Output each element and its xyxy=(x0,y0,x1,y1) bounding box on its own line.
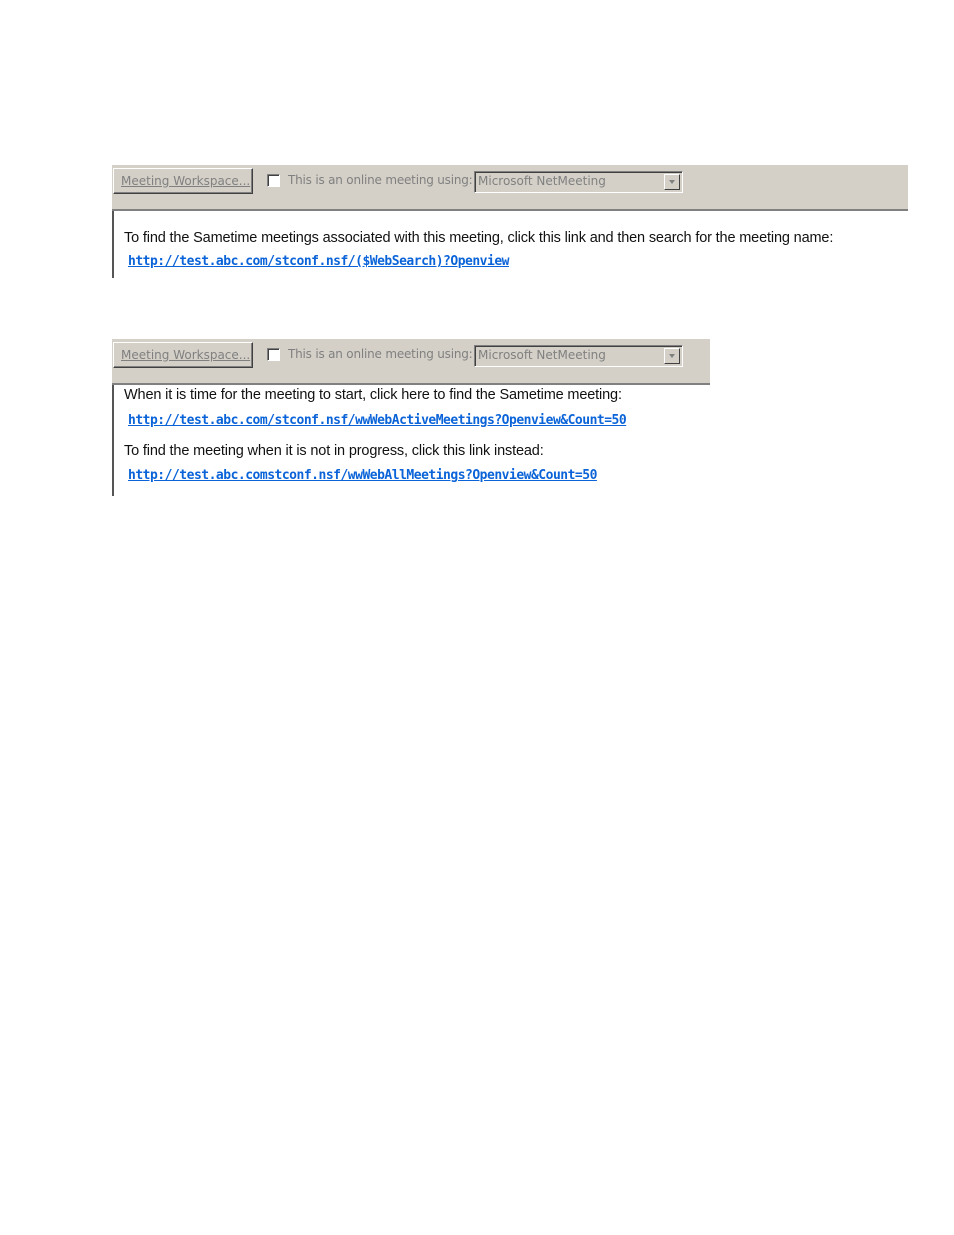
meeting-tool-select-value: Microsoft NetMeeting xyxy=(478,174,606,188)
web-search-link[interactable]: http://test.abc.com/stconf.nsf/($WebSearch)?Openview xyxy=(128,254,509,269)
meeting-panel-search xyxy=(112,165,908,278)
active-meeting-instructions: When it is time for the meeting to start, click here to find the Sametime meeting: xyxy=(124,387,622,403)
meeting-tool-select[interactable] xyxy=(474,345,683,367)
meeting-tool-select-value: Microsoft NetMeeting xyxy=(478,348,606,362)
online-meeting-checkbox[interactable] xyxy=(267,174,280,187)
chevron-down-icon[interactable] xyxy=(664,174,680,190)
online-meeting-checkbox-label: This is an online meeting using: xyxy=(288,173,473,187)
meeting-toolbar xyxy=(112,165,908,211)
meeting-workspace-button[interactable] xyxy=(113,168,253,194)
meeting-panel-active xyxy=(112,339,710,496)
meeting-toolbar xyxy=(112,339,710,385)
all-meetings-link[interactable]: http://test.abc.comstconf.nsf/wwWebAllMeetings?Openview&Count=50 xyxy=(128,468,597,483)
meeting-body xyxy=(112,385,710,496)
chevron-down-icon[interactable] xyxy=(664,348,680,364)
meeting-workspace-button-label: Meeting Workspace... xyxy=(121,174,251,188)
all-meetings-instructions: To find the meeting when it is not in progress, click this link instead: xyxy=(124,443,544,459)
meeting-tool-select[interactable] xyxy=(474,171,683,193)
meeting-workspace-button[interactable] xyxy=(113,342,253,368)
online-meeting-checkbox-label: This is an online meeting using: xyxy=(288,347,473,361)
active-meetings-link[interactable]: http://test.abc.com/stconf.nsf/wwWebActiveMeetings?Openview&Count=50 xyxy=(128,413,627,428)
online-meeting-checkbox[interactable] xyxy=(267,348,280,361)
meeting-body xyxy=(112,211,908,278)
search-instructions: To find the Sametime meetings associated with this meeting, click this link and then search for the meeting name: xyxy=(124,230,834,246)
meeting-workspace-button-label: Meeting Workspace... xyxy=(121,348,251,362)
